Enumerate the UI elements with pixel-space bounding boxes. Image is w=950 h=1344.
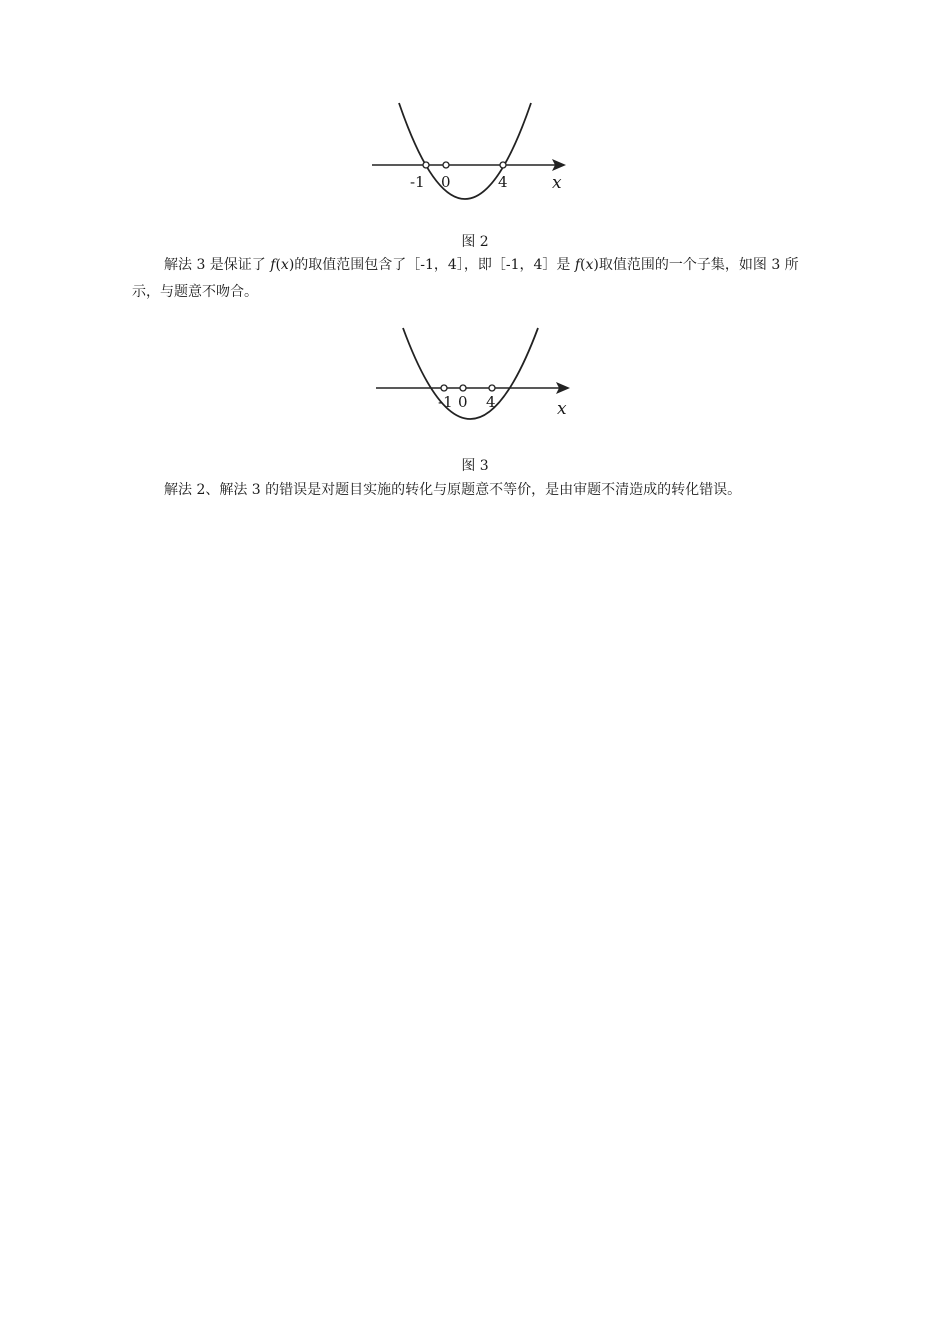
x-axis-label: x [557, 399, 567, 419]
tick-label-neg1: -1 [438, 393, 453, 411]
paren-close-2: ) [593, 257, 599, 273]
parabola-graph-2 [0, 95, 950, 205]
tick-label-4: 4 [486, 393, 496, 411]
figure-2-caption: 图 2 [461, 234, 489, 250]
point-marker-neg1 [423, 162, 429, 168]
parabola-curve [403, 328, 538, 419]
paragraph-1-part2: 的取值范围包含了［-1，4］，即［-1，4］是 [294, 257, 575, 273]
figure-3-caption: 图 3 [461, 458, 489, 474]
var-x: x [280, 257, 289, 273]
var-x-2: x [585, 257, 594, 273]
parabola-graph-3 [0, 320, 950, 430]
paren-open: ( [275, 257, 281, 273]
tick-label-neg1: -1 [410, 173, 425, 191]
paren-open-2: ( [580, 257, 586, 273]
func-f-2: f [574, 257, 581, 273]
point-marker-neg1 [441, 385, 447, 391]
paragraph-2: 解法 2、解法 3 的错误是对题目实施的转化与原题意不等价，是由审题不清造成的转化错误。 [164, 482, 742, 498]
paragraph-1-part1: 解法 3 是保证了 [164, 257, 271, 273]
figure-3 [0, 320, 950, 430]
point-marker-0 [443, 162, 449, 168]
figure-2 [0, 95, 950, 205]
paragraph-1-part3: 取值范围的一个子集，如图 3 所示，与题意不吻合。 [132, 257, 799, 300]
func-f: f [270, 257, 276, 273]
paren-close: ) [288, 257, 295, 273]
tick-label-0: 0 [441, 173, 451, 191]
point-marker-4 [500, 162, 506, 168]
paragraph-1 [132, 252, 822, 306]
tick-label-0: 0 [458, 393, 468, 411]
tick-label-4: 4 [498, 173, 508, 191]
point-marker-0 [460, 385, 466, 391]
point-marker-4 [489, 385, 495, 391]
x-axis-label: x [552, 173, 562, 193]
